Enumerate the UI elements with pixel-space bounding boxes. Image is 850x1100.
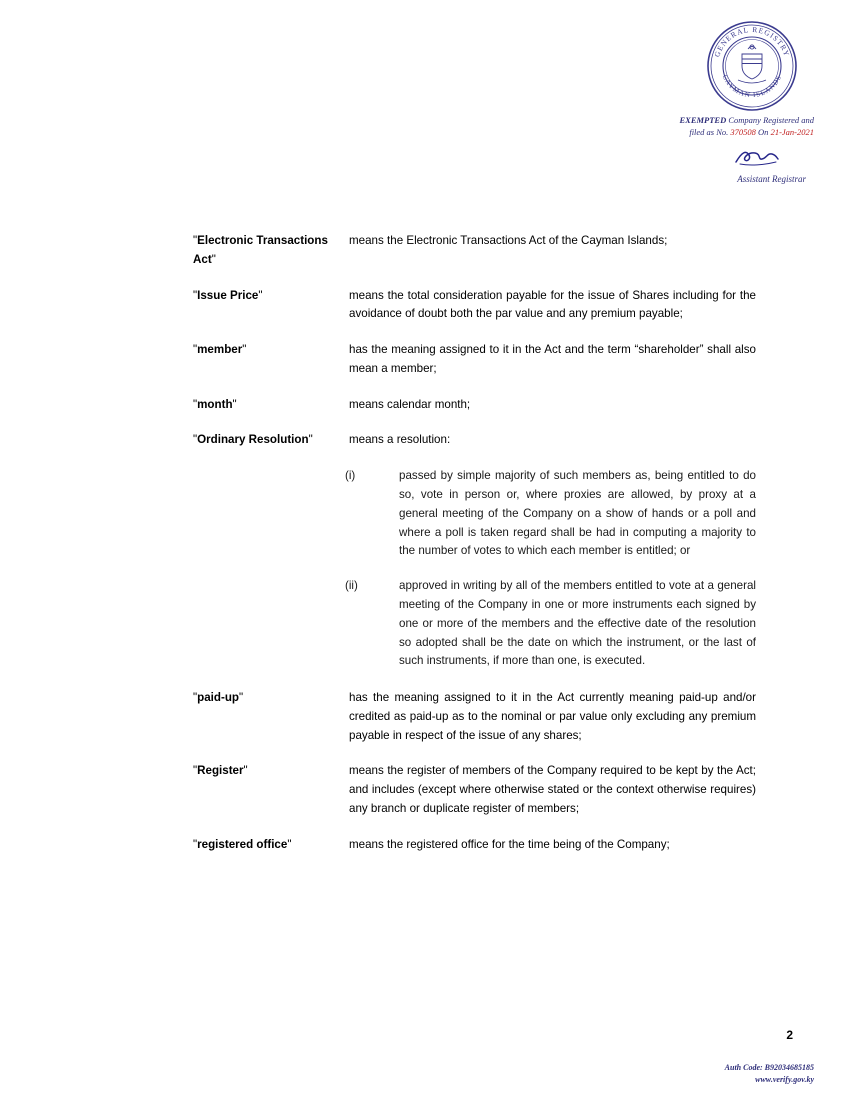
- svg-text:GENERAL REGISTRY: GENERAL REGISTRY: [712, 24, 792, 59]
- definition-row: [193, 762, 756, 818]
- definition-body: means a resolution:: [349, 433, 451, 447]
- definition-body: has the meaning assigned to it in the Act currently meaning paid-up and/or credited as paid-up as to the nominal or par value only excluding any premium payable in respect of the issue of any shares;: [349, 691, 756, 742]
- list-item-marker: (ii): [345, 579, 358, 593]
- stamp-registration-line-1: EXEMPTED Company Registered and: [679, 115, 814, 125]
- definition-term: "Electronic Transactions Act": [193, 234, 328, 266]
- definition-term: "month": [193, 397, 237, 411]
- definition-row: [193, 836, 756, 855]
- verify-website: www.verify.gov.ky: [755, 1075, 814, 1084]
- definition-body: means calendar month;: [349, 397, 471, 411]
- registrar-stamp-block: [594, 18, 814, 184]
- definition-body: means the registered office for the time being of the Company;: [349, 837, 670, 851]
- definition-body: means the Electronic Transactions Act of the Cayman Islands;: [349, 234, 668, 247]
- svg-text:CAYMAN ISLANDS: CAYMAN ISLANDS: [720, 73, 784, 100]
- definition-term: "paid-up": [193, 691, 244, 705]
- list-item-text: passed by simple majority of such members as, being entitled to do so, vote in person or, where proxies are allowed, by proxy at a general meeting of the Company on a show of hands or a poll and where a poll is taken regard shall be had in computing a majority to the number of votes to which each member is entitled; or: [399, 469, 756, 558]
- definition-row: [193, 431, 756, 450]
- ordinary-resolution-list: [345, 467, 756, 671]
- definition-row: [193, 287, 756, 325]
- definition-term: "Ordinary Resolution": [193, 433, 313, 447]
- list-item-marker: (i): [345, 469, 356, 483]
- definition-body: means the register of members of the Company required to be kept by the Act; and includes (except where otherwise stated or the context otherwise requires) any branch or duplicate register of members;: [349, 764, 756, 815]
- definition-row: [193, 689, 756, 745]
- assistant-registrar-label: Assistant Registrar: [737, 173, 806, 184]
- definition-term: "registered office": [193, 837, 292, 851]
- definition-row: [193, 396, 756, 415]
- definition-term: "Issue Price": [193, 288, 263, 302]
- stamp-registration-line-2: filed as No. 370508 On 21-Jan-2021: [689, 127, 814, 138]
- definition-term: "member": [193, 343, 247, 357]
- auth-code: Auth Code: B92034685185: [724, 1063, 814, 1072]
- definitions-content: [193, 232, 756, 872]
- page-number: 2: [786, 1028, 793, 1042]
- definition-row: [193, 232, 756, 270]
- list-item-text: approved in writing by all of the members entitled to vote at a general meeting of the Company in one or more instruments each signed by one or more of the members and the effective date of the resolution so adopted shall be the date on which the instrument, or the last of such instruments, if more than one, is executed.: [399, 579, 756, 668]
- footer-verification: [725, 1062, 814, 1086]
- general-registry-seal-icon: [704, 18, 800, 114]
- list-item: [345, 577, 756, 671]
- definition-body: has the meaning assigned to it in the Act and the term “shareholder” shall also mean a member;: [349, 343, 756, 375]
- definition-row: [193, 341, 756, 379]
- list-item: [345, 467, 756, 561]
- definition-body: means the total consideration payable for the issue of Shares including for the avoidance of doubt both the par value and any premium payable;: [349, 288, 756, 321]
- definition-term: "Register": [193, 764, 248, 778]
- registrar-signature-icon: [594, 147, 814, 172]
